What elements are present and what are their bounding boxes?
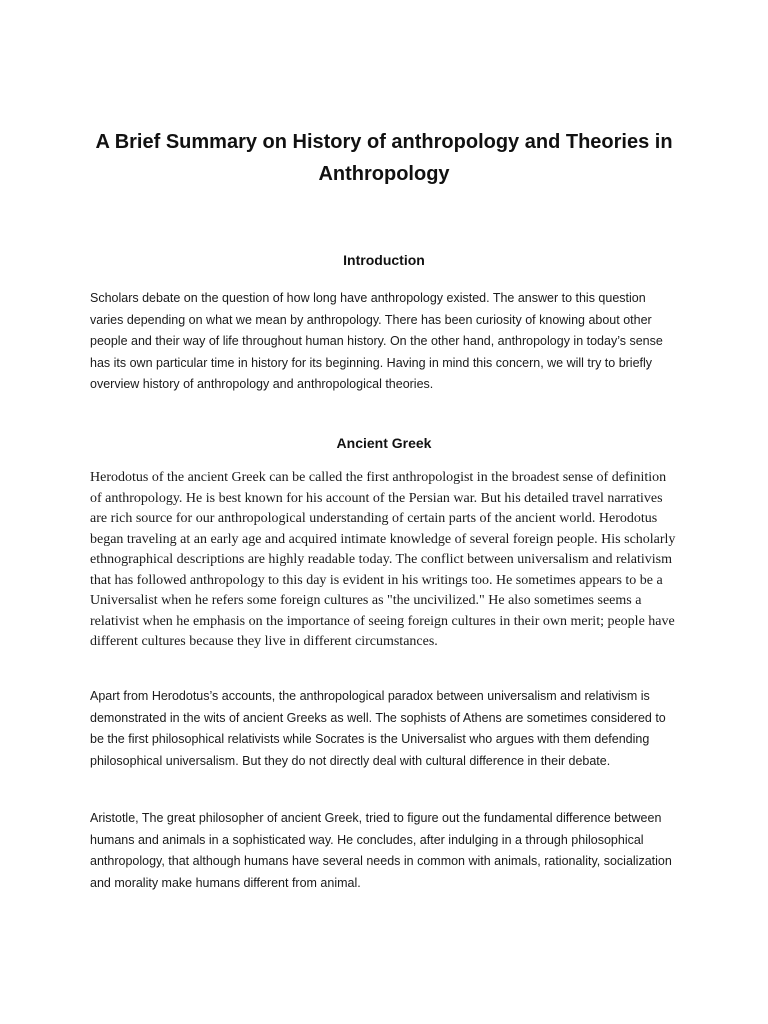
- paragraph-introduction: Scholars debate on the question of how long have anthropology existed. The answer to this question varies depending on what we mean by anthropology. There has been curiosity of knowing about other people and their way of life throughout human history. On the other hand, anthropology in today’s sense has its own particular time in history for its beginning. Having in mind this concern, we will try to briefly overview history of anthropology and anthropological theories.: [90, 291, 663, 391]
- document-title: A Brief Summary on History of anthropology and Theories in Anthropology: [95, 131, 673, 185]
- section-heading-ancient-greek: Ancient Greek: [336, 435, 432, 451]
- paragraph-universalism-relativism: Apart from Herodotus’s accounts, the anthropological paradox between universalism and relativism is demonstrated in the wits of ancient Greeks as well. The sophists of Athens are sometimes considered to be the first philosophical relativists while Socrates is the Universalist who argues with them defending philosophical universalism. But they do not directly deal with cultural difference in their debate.: [90, 689, 666, 768]
- section-heading-introduction: Introduction: [343, 252, 425, 268]
- paragraph-aristotle: Aristotle, The great philosopher of ancient Greek, tried to figure out the fundamental difference between humans and animals in a sophisticated way. He concludes, after indulging in a through philosophical anthropology, that although humans have several needs in common with animals, rationality, socialization and morality make humans different from animal.: [90, 811, 672, 890]
- paragraph-herodotus: Herodotus of the ancient Greek can be called the first anthropologist in the broadest sense of definition of anthropology. He is best known for his account of the Persian war. But his detailed travel narratives are rich source for our anthropological understanding of certain parts of the ancient world. Herodotus began traveling at an early age and acquired intimate knowledge of several foreign people. His scholarly ethnographical descriptions are highly readable today. The conflict between universalism and relativism that has followed anthropology to this day is evident in his writings too. He sometimes appears to be a Universalist when he refers some foreign cultures as "the uncivilized." He also sometimes seems a relativist when he emphasis on the importance of seeing foreign cultures in their own merit; people have different cultures because they live in different circumstances.: [90, 470, 676, 649]
